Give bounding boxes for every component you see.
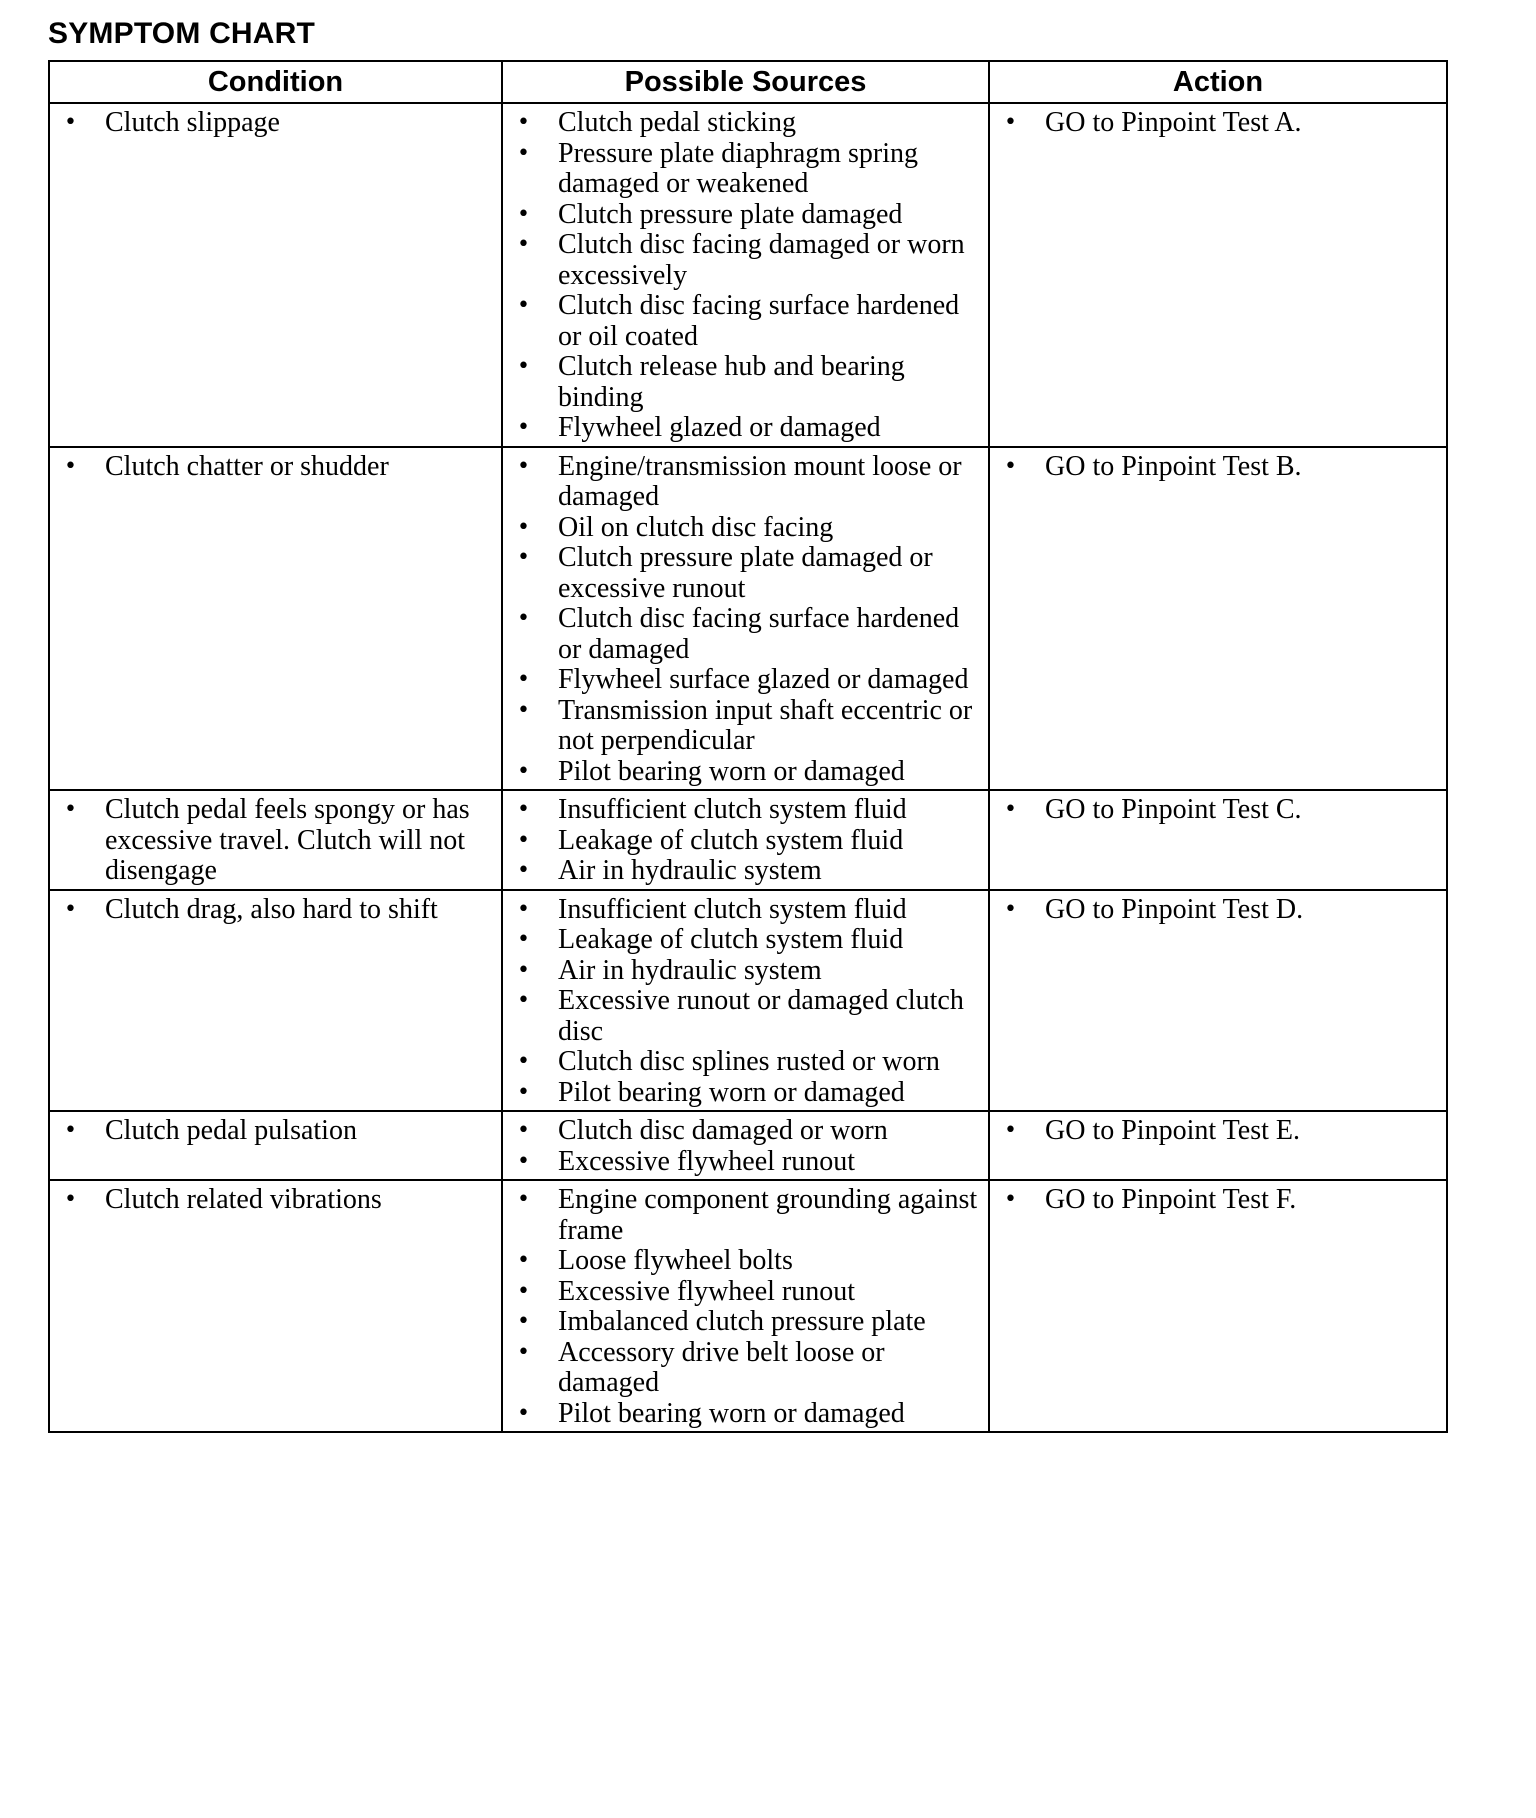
- condition-cell: [49, 790, 502, 890]
- sources-list: [503, 791, 988, 889]
- condition-item: • Clutch related vibrations: [50, 1185, 501, 1216]
- table-row: [49, 1180, 1447, 1432]
- action-cell: [989, 890, 1447, 1112]
- condition-item: • Clutch pedal pulsation: [50, 1116, 501, 1147]
- action-cell: [989, 1180, 1447, 1432]
- table-row: [49, 1111, 1447, 1180]
- condition-item: • Clutch drag, also hard to shift: [50, 895, 501, 926]
- source-item: • Imbalanced clutch pressure plate: [503, 1307, 988, 1338]
- source-item: • Loose flywheel bolts: [503, 1246, 988, 1277]
- table-row: [49, 447, 1447, 791]
- source-item: • Pilot bearing worn or damaged: [503, 1399, 988, 1430]
- sources-list: [503, 104, 988, 446]
- action-cell: [989, 790, 1447, 890]
- action-list: [990, 891, 1446, 928]
- source-item: • Leakage of clutch system fluid: [503, 925, 988, 956]
- source-item: • Clutch disc damaged or worn: [503, 1116, 988, 1147]
- source-item: • Flywheel surface glazed or damaged: [503, 665, 988, 696]
- source-item: • Insufficient clutch system fluid: [503, 895, 988, 926]
- source-item: • Pressure plate diaphragm spring damaged or weakened: [503, 139, 988, 200]
- sources-list: [503, 448, 988, 790]
- condition-item: • Clutch chatter or shudder: [50, 452, 501, 483]
- possible-sources-cell: [502, 447, 989, 791]
- source-item: • Clutch disc facing damaged or worn excessively: [503, 230, 988, 291]
- condition-cell: [49, 890, 502, 1112]
- source-item: • Clutch disc facing surface hardened or damaged: [503, 604, 988, 665]
- sources-list: [503, 891, 988, 1111]
- source-item: • Leakage of clutch system fluid: [503, 826, 988, 857]
- source-item: • Clutch pressure plate damaged or excessive runout: [503, 543, 988, 604]
- action-item: • GO to Pinpoint Test E.: [990, 1116, 1446, 1147]
- header-row: [49, 61, 1447, 103]
- source-item: • Flywheel glazed or damaged: [503, 413, 988, 444]
- possible-sources-cell: [502, 103, 989, 447]
- condition-item: • Clutch slippage: [50, 108, 501, 139]
- source-item: • Transmission input shaft eccentric or not perpendicular: [503, 696, 988, 757]
- source-item: • Excessive flywheel runout: [503, 1277, 988, 1308]
- condition-list: [50, 448, 501, 485]
- action-item: • GO to Pinpoint Test C.: [990, 795, 1446, 826]
- sources-list: [503, 1112, 988, 1179]
- source-item: • Accessory drive belt loose or damaged: [503, 1338, 988, 1399]
- possible-sources-cell: [502, 1111, 989, 1180]
- action-list: [990, 791, 1446, 828]
- source-item: • Excessive runout or damaged clutch disc: [503, 986, 988, 1047]
- source-item: • Air in hydraulic system: [503, 956, 988, 987]
- action-cell: [989, 103, 1447, 447]
- possible-sources-cell: [502, 790, 989, 890]
- sources-list: [503, 1181, 988, 1431]
- condition-cell: [49, 103, 502, 447]
- table-row: [49, 103, 1447, 447]
- source-item: • Clutch disc splines rusted or worn: [503, 1047, 988, 1078]
- header-condition: Condition: [49, 61, 502, 103]
- source-item: • Oil on clutch disc facing: [503, 513, 988, 544]
- condition-list: [50, 1181, 501, 1218]
- condition-cell: [49, 1111, 502, 1180]
- table-row: [49, 890, 1447, 1112]
- source-item: • Clutch pressure plate damaged: [503, 200, 988, 231]
- action-item: • GO to Pinpoint Test F.: [990, 1185, 1446, 1216]
- condition-list: [50, 791, 501, 889]
- action-cell: [989, 1111, 1447, 1180]
- condition-item: • Clutch pedal feels spongy or has excessive travel. Clutch will not disengage: [50, 795, 501, 887]
- action-item: • GO to Pinpoint Test D.: [990, 895, 1446, 926]
- condition-list: [50, 891, 501, 928]
- action-list: [990, 1112, 1446, 1149]
- source-item: • Clutch pedal sticking: [503, 108, 988, 139]
- source-item: • Engine/transmission mount loose or damaged: [503, 452, 988, 513]
- header-action: Action: [989, 61, 1447, 103]
- possible-sources-cell: [502, 1180, 989, 1432]
- source-item: • Engine component grounding against frame: [503, 1185, 988, 1246]
- symptom-chart-table: [48, 60, 1448, 1433]
- source-item: • Insufficient clutch system fluid: [503, 795, 988, 826]
- source-item: • Clutch release hub and bearing binding: [503, 352, 988, 413]
- action-list: [990, 104, 1446, 141]
- table-body: [49, 103, 1447, 1432]
- source-item: • Air in hydraulic system: [503, 856, 988, 887]
- source-item: • Clutch disc facing surface hardened or oil coated: [503, 291, 988, 352]
- condition-list: [50, 1112, 501, 1149]
- condition-list: [50, 104, 501, 141]
- source-item: • Excessive flywheel runout: [503, 1147, 988, 1178]
- page-title: SYMPTOM CHART: [48, 17, 316, 50]
- action-list: [990, 1181, 1446, 1218]
- action-item: • GO to Pinpoint Test A.: [990, 108, 1446, 139]
- table-row: [49, 790, 1447, 890]
- source-item: • Pilot bearing worn or damaged: [503, 1078, 988, 1109]
- source-item: • Pilot bearing worn or damaged: [503, 757, 988, 788]
- action-list: [990, 448, 1446, 485]
- action-cell: [989, 447, 1447, 791]
- action-item: • GO to Pinpoint Test B.: [990, 452, 1446, 483]
- condition-cell: [49, 1180, 502, 1432]
- possible-sources-cell: [502, 890, 989, 1112]
- header-possible-sources: Possible Sources: [502, 61, 989, 103]
- condition-cell: [49, 447, 502, 791]
